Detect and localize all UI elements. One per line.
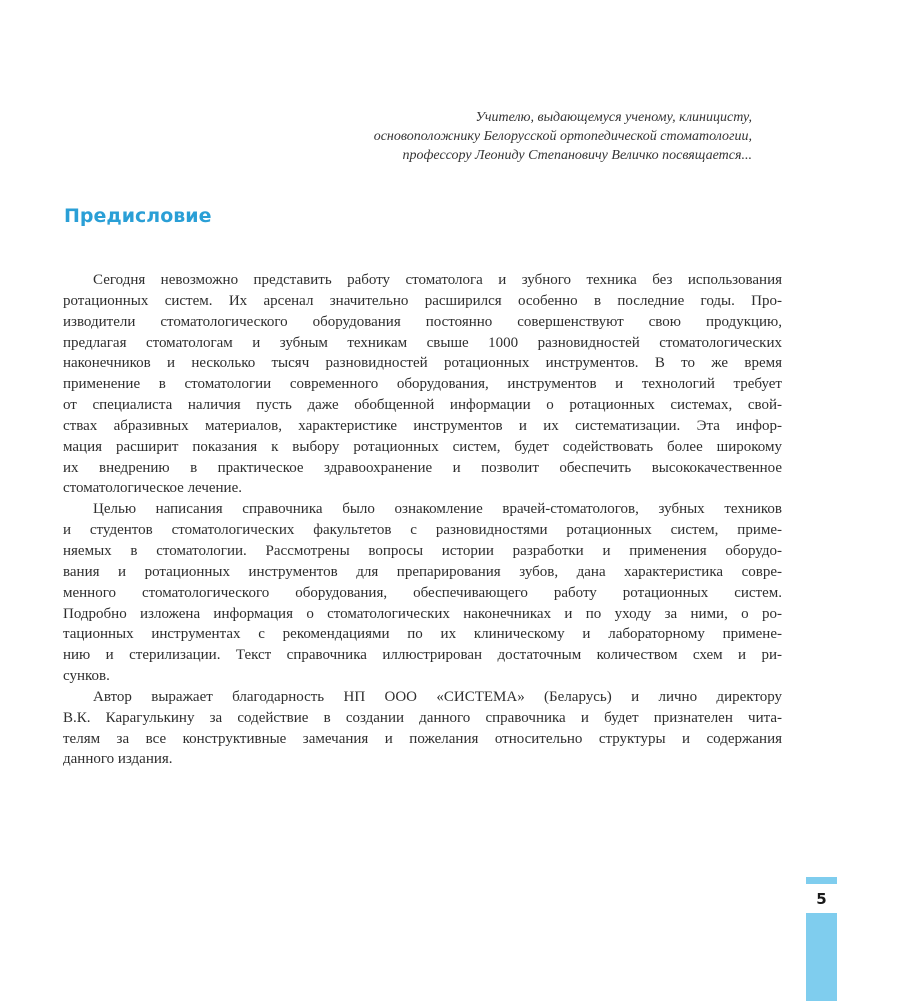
paragraph-line: менного стоматологического оборудования, обеспечивающего работу ротационных систем. (63, 584, 782, 601)
paragraph-line: стоматологическое лечение. (63, 480, 242, 497)
page-tab-top (806, 877, 837, 884)
paragraph-line: Целью написания справочника было ознакомление врачей-стоматологов, зубных техников (93, 501, 782, 518)
dedication-line: основоположнику Белорусской ортопедической стоматологии, (373, 129, 752, 144)
page-number: 5 (806, 885, 837, 913)
paragraph-line: В.К. Карагулькину за содействие в создании данного справочника и будет признателен чита- (63, 709, 782, 726)
dedication-epigraph (0, 108, 752, 165)
paragraph-line: Автор выражает благодарность НП ООО «СИСТЕМА» (Беларусь) и лично директору (93, 688, 782, 705)
dedication-line: Учителю, выдающемуся ученому, клиницисту, (475, 110, 752, 125)
paragraph-line: сунков. (63, 668, 110, 685)
paragraph-line: применение в стоматологии современного оборудования, инструментов и технологий требует (63, 376, 782, 393)
paragraph-line: Сегодня невозможно представить работу стоматолога и зубного техника без использования (93, 272, 782, 288)
paragraph-line: от специалиста наличия пусть даже обобщенной информации о ротационных системах, свой- (63, 397, 782, 414)
paragraph-line: вания и ротационных инструментов для препарирования зубов, дана характеристика совре- (63, 563, 782, 580)
paragraph-line: няемых в стоматологии. Рассмотрены вопросы истории разработки и применения оборудо- (63, 542, 782, 559)
paragraph-line: нию и стерилизации. Текст справочника иллюстрирован достаточным количеством схем и ри- (63, 647, 782, 664)
paragraph-line: мация расширит показания к выбору ротационных систем, будет содействовать более широкому (63, 438, 782, 455)
paragraph-line: данного издания. (63, 751, 173, 768)
section-heading: Предисловие (64, 205, 212, 227)
paragraph (63, 270, 782, 499)
paragraph-line: Подробно изложена информация о стоматологических наконечниках и по уходу за ними, о ро- (63, 605, 782, 622)
paragraph-line: и студентов стоматологических факультетов с разновидностями ротационных систем, приме- (63, 522, 782, 539)
paragraph-line: наконечников и несколько тысяч разновидностей ротационных инструментов. В то же время (63, 355, 782, 372)
paragraph-line: ствах абразивных материалов, характеристике инструментов и их систематизации. Эта инфор- (63, 417, 782, 434)
paragraph-line: тационных инструментах с рекомендациями по их клиническому и лабораторному примене- (63, 626, 782, 643)
paragraph-line: телям за все конструктивные замечания и пожелания относительно структуры и содержания (63, 730, 782, 747)
paragraph-line: ротационных систем. Их арсенал значительно расширился особенно в последние годы. Про- (63, 292, 782, 309)
paragraph (63, 687, 782, 770)
paragraph-line: изводители стоматологического оборудования постоянно совершенствуют свою продукцию, (63, 313, 782, 330)
paragraph-line: их внедрению в практическое здравоохранение и позволит обеспечить высококачественное (63, 459, 782, 476)
dedication-line: профессору Леониду Степановичу Величко посвящается... (402, 148, 752, 163)
page-tab-bar (806, 913, 837, 1001)
paragraph-line: предлагая стоматологам и зубным техникам свыше 1000 разновидностей стоматологических (63, 334, 782, 351)
body-text (63, 270, 782, 770)
paragraph (63, 499, 782, 687)
